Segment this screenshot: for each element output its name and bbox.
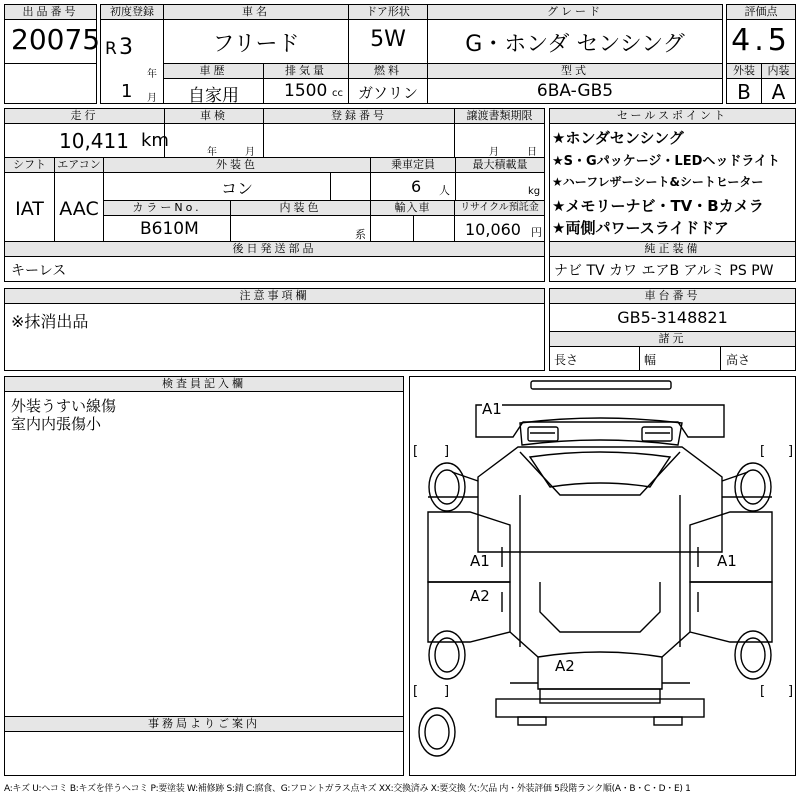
sales-point-5: ★両側パワースライドドア xyxy=(552,219,729,237)
model: 6BA-GB5 xyxy=(536,81,614,101)
ext-grade-cell xyxy=(726,63,762,104)
capacity-label: 乗車定員 xyxy=(371,158,455,173)
equipment-label: 純正装備 xyxy=(550,242,795,257)
sales-points-label: セールスポイント xyxy=(550,109,795,124)
load-label: 最大積載量 xyxy=(456,158,544,173)
inspection-cell xyxy=(164,108,264,158)
car-name: フリード xyxy=(212,32,300,57)
recycle: 10,060 xyxy=(465,220,521,239)
damage-mark-a1-left: A1 xyxy=(470,552,490,570)
lot-blank xyxy=(4,63,97,104)
sales-point-3: ★ハーフレザーシート&シートヒーター xyxy=(552,175,764,189)
transfer-cell xyxy=(454,108,545,158)
legend: A:キズ U:ヘコミ B:キズを伴うヘコミ P:要塗装 W:補修跡 S:錆 C:腐食、G:フロントガラス点キズ XX:交換済み X:要交換 欠:欠品 内・外装評価 5段階ランク順(A・B・C・D・E) 1 xyxy=(4,784,691,794)
recycle-unit: 円 xyxy=(531,226,542,239)
history-cell xyxy=(163,63,264,104)
capacity-unit: 人 xyxy=(439,184,450,197)
lot-cell xyxy=(4,4,101,64)
notes: ※抹消出品 xyxy=(11,312,89,331)
ext-grade-label: 外装 xyxy=(727,64,761,79)
damage-mark-a2-rear: A2 xyxy=(555,657,575,675)
grade-label: グレード xyxy=(428,5,722,20)
svg-text:]: ] xyxy=(788,684,794,699)
svg-text:]: ] xyxy=(444,444,450,459)
shift-cell xyxy=(4,157,55,242)
door-type: 5W xyxy=(370,27,406,52)
dims-label: 諸元 xyxy=(550,332,795,347)
chassis-number: GB5-3148821 xyxy=(617,308,728,327)
dims-div-1 xyxy=(639,347,640,371)
mileage-cell xyxy=(4,108,169,158)
dims-div-2 xyxy=(720,347,721,371)
car-diagram xyxy=(409,376,796,776)
svg-text:]: ] xyxy=(444,684,450,699)
svg-text:[: [ xyxy=(413,684,419,699)
displacement-unit: cc xyxy=(332,88,343,99)
grade-cell xyxy=(427,4,723,64)
displacement-label: 排気量 xyxy=(264,64,348,79)
color-no-label: カラーNo. xyxy=(104,201,230,216)
length-label: 長さ xyxy=(554,353,579,367)
int-grade-cell xyxy=(761,63,796,104)
svg-text:[: [ xyxy=(760,684,766,699)
mileage: 10,411 xyxy=(59,129,129,153)
sales-point-1: ★ホンダセンシング xyxy=(552,129,684,147)
equipment-cell xyxy=(549,241,796,282)
first-reg-label: 初度登録 xyxy=(101,5,163,20)
chassis-cell xyxy=(549,288,796,371)
int-color-cell xyxy=(230,200,371,242)
mileage-unit: km xyxy=(141,130,169,151)
office-cell xyxy=(4,716,404,776)
displacement-cell xyxy=(263,63,349,104)
transfer-label: 譲渡書類期限 xyxy=(455,109,544,124)
ext-color-label: 外装色 xyxy=(104,158,370,173)
score-label: 評価点 xyxy=(727,5,795,20)
ext-color: コン xyxy=(220,179,253,198)
shift: IAT xyxy=(15,198,44,220)
ac-cell xyxy=(54,157,104,242)
door-label: ドア形状 xyxy=(349,5,427,20)
damage-mark-a1-right: A1 xyxy=(717,552,737,570)
capacity-cell xyxy=(370,157,456,201)
shift-label: シフト xyxy=(5,158,54,173)
width-label: 幅 xyxy=(644,353,657,367)
sales-point-4: ★メモリーナビ・TV・Bカメラ xyxy=(552,197,764,215)
displacement: 1500 xyxy=(284,81,328,101)
score: 4.5 xyxy=(731,23,791,58)
name-cell xyxy=(163,4,349,64)
inspector-label: 検査員記入欄 xyxy=(5,377,403,392)
damage-mark-a1-top: A1 xyxy=(482,400,502,418)
grade: G・ホンダ センシング xyxy=(465,32,685,57)
int-color-label: 内装色 xyxy=(231,201,370,216)
later-parts: キーレス xyxy=(11,263,67,279)
svg-text:]: ] xyxy=(788,444,794,459)
color-no: B610M xyxy=(140,219,199,239)
import-cell xyxy=(370,200,455,242)
inspector-line-2: 室内内張傷小 xyxy=(11,415,102,433)
office-label: 事務局よりご案内 xyxy=(5,717,403,732)
fuel-label: 燃料 xyxy=(349,64,427,79)
car-outline xyxy=(410,377,795,775)
ext-grade: B xyxy=(737,80,751,104)
door-cell xyxy=(348,4,428,64)
first-reg-year: 3 xyxy=(119,35,133,60)
year-unit: 年 xyxy=(147,69,157,80)
inspector-line-1: 外装うすい線傷 xyxy=(11,397,117,415)
ext-color-divider xyxy=(330,173,331,201)
fuel: ガソリン xyxy=(357,84,418,102)
insp-year-unit: 年 xyxy=(207,147,217,158)
model-cell xyxy=(427,63,723,104)
import-divider xyxy=(413,216,414,242)
damage-mark-a2-left: A2 xyxy=(470,587,490,605)
mileage-label: 走行 xyxy=(5,109,164,124)
import-label: 輸入車 xyxy=(371,201,454,216)
score-cell xyxy=(726,4,796,64)
equipment: ナビ TV カワ エアB アルミ PS PW xyxy=(554,263,774,279)
height-label: 高さ xyxy=(726,353,751,367)
color-no-cell xyxy=(103,200,231,242)
insp-month-unit: 月 xyxy=(245,147,255,158)
sales-points-cell xyxy=(549,108,796,242)
lot-label: 出品番号 xyxy=(5,5,96,20)
reg-no-label: 登録番号 xyxy=(264,109,454,124)
transfer-day-unit: 日 xyxy=(527,147,537,158)
ext-color-cell xyxy=(103,157,371,201)
later-parts-cell xyxy=(4,241,545,282)
history: 自家用 xyxy=(188,86,239,106)
history-label: 車歴 xyxy=(164,64,263,79)
lot-number: 20075 xyxy=(11,23,101,56)
ac: AAC xyxy=(59,198,99,220)
notes-cell xyxy=(4,288,545,371)
transfer-month-unit: 月 xyxy=(489,147,499,158)
era: R xyxy=(105,39,117,59)
month-unit: 月 xyxy=(147,93,157,104)
int-grade: A xyxy=(771,80,786,104)
svg-text:[: [ xyxy=(760,444,766,459)
notes-label: 注意事項欄 xyxy=(5,289,544,304)
reg-no-cell xyxy=(263,108,455,158)
inspector-cell xyxy=(4,376,404,717)
name-label: 車名 xyxy=(164,5,348,20)
first-reg-cell xyxy=(100,4,164,104)
first-reg-month: 1 xyxy=(121,81,133,102)
later-parts-label: 後日発送部品 xyxy=(5,242,544,257)
capacity: 6 xyxy=(411,177,422,196)
svg-text:[: [ xyxy=(413,444,419,459)
chassis-label: 車台番号 xyxy=(550,289,795,304)
int-color-unit: 系 xyxy=(355,228,366,241)
model-label: 型式 xyxy=(428,64,722,79)
inspection-label: 車検 xyxy=(165,109,263,124)
int-grade-label: 内装 xyxy=(762,64,795,79)
ac-label: エアコン xyxy=(55,158,103,173)
load-unit: kg xyxy=(528,186,541,197)
sales-point-2: ★S・Gパッケージ・LEDヘッドライト xyxy=(552,154,780,169)
fuel-cell xyxy=(348,63,428,104)
recycle-cell xyxy=(454,200,545,242)
recycle-label: リサイクル預託金 xyxy=(455,201,544,216)
load-cell xyxy=(455,157,545,201)
